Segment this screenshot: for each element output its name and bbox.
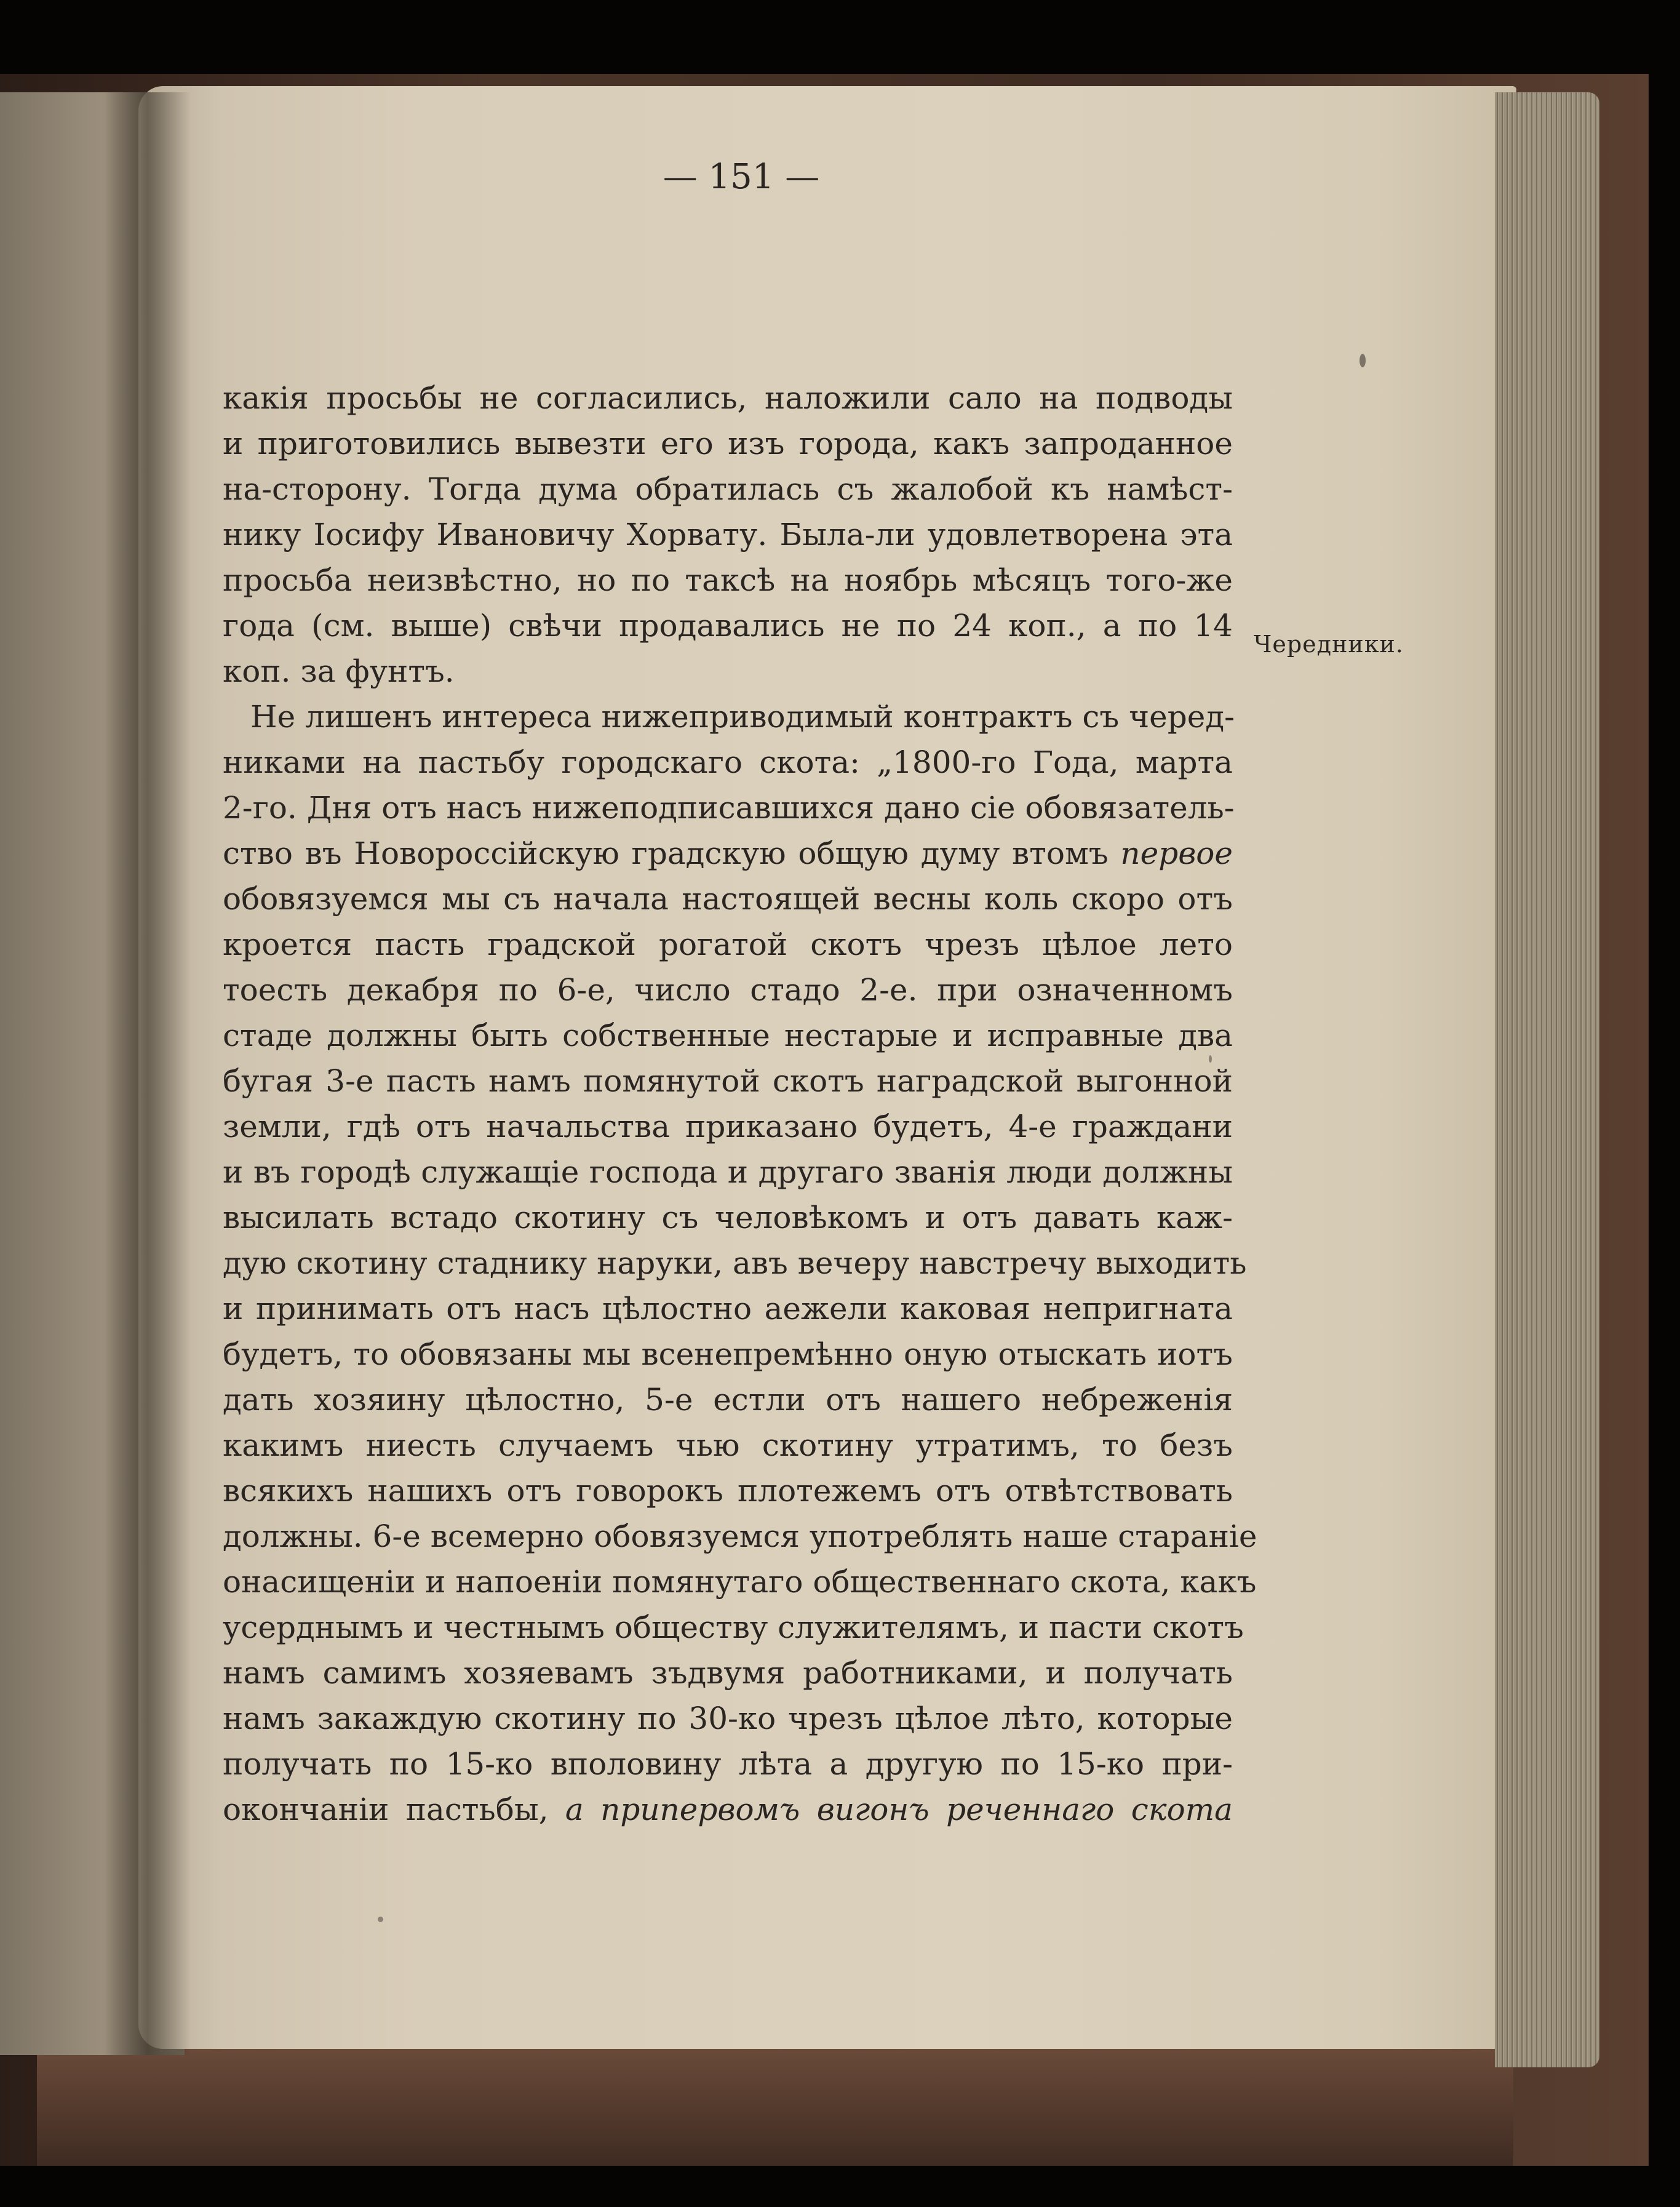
- text-line-with-italic: [223, 831, 1233, 876]
- text-line: Не лишенъ интереса нижеприводимый контрактъ съ черед-: [250, 699, 1235, 735]
- text-line: усерднымъ и честнымъ обществу служителямъ, и пасти скотъ: [223, 1610, 1244, 1645]
- text-line: никами на пастьбу городскаго скота: „1800-го Года, марта: [223, 744, 1233, 780]
- text-line: получать по 15-ко вполовину лѣта а другую по 15-ко при-: [223, 1746, 1233, 1782]
- page-gutter-shadow: [105, 92, 191, 2055]
- text-line: намъ закаждую скотину по 30-ко чрезъ цѣлое лѣто, которые: [223, 1701, 1233, 1736]
- text-line: нику Іосифу Ивановичу Хорвату. Была-ли удовлетворена эта: [223, 517, 1233, 553]
- margin-note: Чередники.: [1254, 631, 1404, 658]
- italic-word: первое: [1120, 836, 1233, 871]
- text-line: и приготовились вывезти его изъ города, какъ запроданное: [223, 426, 1233, 461]
- text-line: и въ городѣ служащіе господа и другаго званія люди должны: [223, 1154, 1233, 1190]
- text-line: онасищеніи и напоеніи помянутаго общественнаго скота, какъ: [223, 1564, 1257, 1600]
- text-line: дать хозяину цѣлостно, 5-е естли отъ нашего небреженія: [223, 1382, 1233, 1418]
- page-edges: [1495, 92, 1599, 2067]
- text-line: бугая 3-е пасть намъ помянутой скотъ наградской выгонной: [223, 1063, 1233, 1099]
- paper-speck: [1360, 354, 1366, 367]
- text-line: дую скотину стаднику наруки, авъ вечеру навстречу выходить: [223, 1245, 1247, 1281]
- text-line: какимъ ниесть случаемъ чью скотину утратимъ, то безъ: [223, 1427, 1233, 1463]
- text-line: должны. 6-е всемерно обовязуемся употреблять наше стараніе: [223, 1519, 1257, 1554]
- italic-phrase: а припервомъ вигонъ реченнаго скота: [565, 1792, 1233, 1827]
- text-line: и принимать отъ насъ цѣлостно аежели каковая непригната: [223, 1291, 1233, 1327]
- text-line: будетъ, то обовязаны мы всенепремѣнно оную отыскать иотъ: [223, 1336, 1233, 1372]
- text-line: на-сторону. Тогда дума обратилась съ жалобой къ намѣст-: [223, 471, 1233, 507]
- text-line-with-italic: [223, 1787, 1233, 1832]
- text-line: какія просьбы не согласились, наложили сало на подводы: [223, 380, 1233, 416]
- text-line: земли, гдѣ отъ начальства приказано будетъ, 4-е граждани: [223, 1109, 1233, 1144]
- text-line: всякихъ нашихъ отъ говорокъ плотежемъ отъ отвѣтствовать: [223, 1473, 1233, 1509]
- text-line: стаде должны быть собственные нестарые и исправные два: [223, 1018, 1233, 1053]
- text-segment: окончаніи пастьбы,: [223, 1792, 549, 1827]
- text-segment: ство въ Новороссійскую градскую общую думу втомъ: [223, 836, 1109, 871]
- text-line: высилать встадо скотину съ человѣкомъ и отъ давать каж-: [223, 1200, 1233, 1235]
- text-line: кроется пасть градской рогатой скотъ чрезъ цѣлое лето: [223, 927, 1233, 962]
- text-line: обовязуемся мы съ начала настоящей весны коль скоро отъ: [223, 881, 1233, 917]
- book-cover-bottom: [37, 2049, 1513, 2166]
- text-line: тоесть декабря по 6-е, число стадо 2-е. при означенномъ: [223, 972, 1233, 1008]
- text-line: коп. за фунтъ.: [223, 653, 455, 689]
- text-line: года (см. выше) свѣчи продавались не по 24 коп., а по 14: [223, 608, 1233, 644]
- text-line: намъ самимъ хозяевамъ зъдвумя работниками, и получать: [223, 1655, 1233, 1691]
- text-line: просьба неизвѣстно, но по таксѣ на ноябрь мѣсяцъ того-же: [223, 562, 1233, 598]
- page-number: — 151 —: [663, 157, 820, 197]
- text-line: 2-го. Дня отъ насъ нижеподписавшихся дано сіе обовязатель-: [223, 790, 1235, 826]
- paper-speck: [378, 1917, 383, 1922]
